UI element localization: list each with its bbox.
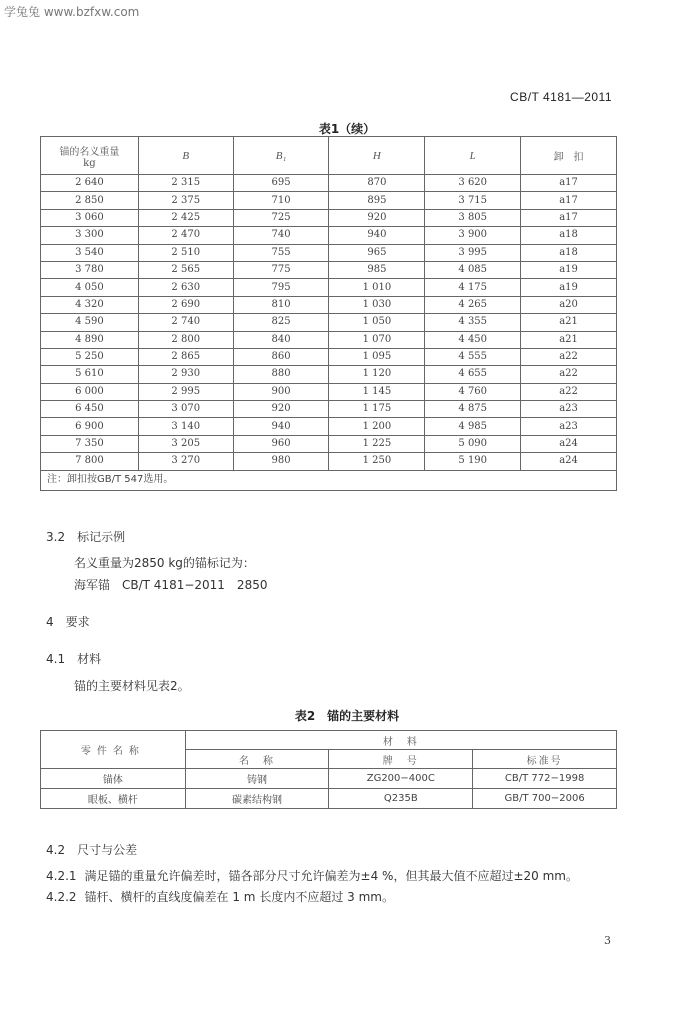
table-cell: 4 320 [41, 296, 139, 313]
section-number: 4.2.2 [46, 890, 77, 904]
table-cell: 960 [233, 435, 329, 452]
table-cell: 1 120 [329, 366, 425, 383]
table-cell: a22 [521, 348, 617, 365]
table2-header-row-1 [41, 731, 617, 750]
section-4-heading [46, 613, 90, 630]
table-cell: 眼板、横杆 [41, 789, 186, 809]
table-row [41, 789, 617, 809]
table-cell: 695 [233, 175, 329, 192]
table-cell: 740 [233, 227, 329, 244]
table-cell: 铸钢 [185, 769, 329, 789]
table-cell: 2 995 [138, 383, 233, 400]
section-number: 3.2 [46, 530, 66, 544]
table-cell: a19 [521, 261, 617, 278]
page-number: 3 [604, 934, 611, 947]
table-row [41, 769, 617, 789]
table-cell: 4 890 [41, 331, 139, 348]
table-cell: 4 555 [425, 348, 521, 365]
table-row [41, 192, 617, 209]
table-row [41, 383, 617, 400]
section-number: 4.2.1 [46, 869, 77, 883]
table2-caption: 表2 锚的主要材料 [294, 709, 400, 723]
table-cell: 2 630 [138, 279, 233, 296]
table-cell: 3 070 [138, 401, 233, 418]
table-cell: 2 850 [41, 192, 139, 209]
table1-note-row [41, 470, 617, 490]
marking-example-line1: 名义重量为2850 kg的锚标记为： [74, 556, 255, 570]
table1-note: 注：卸扣按GB/T 547选用。 [41, 470, 617, 490]
section-text: 满足锚的重量允许偏差时，锚各部分尺寸允许偏差为±4 %，但其最大值不应超过±20 mm。 [84, 869, 578, 883]
table-cell: a19 [521, 279, 617, 296]
anchor-dimensions-table [40, 136, 617, 491]
table-cell: 900 [233, 383, 329, 400]
table-row [41, 314, 617, 331]
table-cell: a23 [521, 401, 617, 418]
table-row [41, 175, 617, 192]
table-cell: 3 995 [425, 244, 521, 261]
table2-body [41, 769, 617, 809]
table-cell: 920 [329, 209, 425, 226]
table-cell: 1 200 [329, 418, 425, 435]
table-cell: 2 375 [138, 192, 233, 209]
table-cell: 6 000 [41, 383, 139, 400]
table-cell: 840 [233, 331, 329, 348]
table-cell: 2 510 [138, 244, 233, 261]
table-cell: 4 985 [425, 418, 521, 435]
table-cell: 2 690 [138, 296, 233, 313]
table-cell: 1 070 [329, 331, 425, 348]
section-text: 锚杆、横杆的直线度偏差在 1 m 长度内不应超过 3 mm。 [84, 890, 394, 904]
table-cell: a22 [521, 383, 617, 400]
watermark-text: 学兔兔 www.bzfxw.com [4, 5, 140, 19]
table1-body [41, 175, 617, 471]
table-cell: 2 740 [138, 314, 233, 331]
table-cell: 3 140 [138, 418, 233, 435]
table-row [41, 453, 617, 470]
table-cell: 880 [233, 366, 329, 383]
table-cell: 3 780 [41, 261, 139, 278]
col-header-shackle: 卸 扣 [521, 137, 617, 175]
table-cell: 2 315 [138, 175, 233, 192]
col-header-weight-label: 锚的名义重量 [59, 146, 120, 158]
table-cell: 4 050 [41, 279, 139, 296]
table-cell: 980 [233, 453, 329, 470]
table-cell: 3 715 [425, 192, 521, 209]
col-header-b1: B₁ [233, 137, 329, 175]
table-cell: Q235B [329, 789, 473, 809]
document-id: CB/T 4181—2011 [510, 90, 612, 104]
table-cell: 碳素结构钢 [185, 789, 329, 809]
table-cell: a20 [521, 296, 617, 313]
table-cell: 1 250 [329, 453, 425, 470]
table-cell: 1 225 [329, 435, 425, 452]
table-cell: 2 470 [138, 227, 233, 244]
table-cell: a17 [521, 192, 617, 209]
table-cell: 6 900 [41, 418, 139, 435]
section-title: 要求 [65, 615, 90, 629]
table-row [41, 227, 617, 244]
table-cell: 2 865 [138, 348, 233, 365]
table-cell: 3 540 [41, 244, 139, 261]
table-cell: 7 350 [41, 435, 139, 452]
materials-paragraph: 锚的主要材料见表2。 [74, 679, 190, 693]
table-cell: 4 655 [425, 366, 521, 383]
table-cell: 940 [233, 418, 329, 435]
table-cell: 3 805 [425, 209, 521, 226]
table-cell: a21 [521, 314, 617, 331]
marking-example-line2: 海军锚 CB/T 4181−2011 2850 [74, 578, 268, 592]
section-title: 尺寸与公差 [77, 843, 138, 857]
table-cell: 3 900 [425, 227, 521, 244]
section-3-2-heading [46, 528, 125, 545]
table-cell: a24 [521, 453, 617, 470]
materials-table [40, 730, 617, 809]
table-cell: 965 [329, 244, 425, 261]
table-cell: 4 085 [425, 261, 521, 278]
table-cell: 3 300 [41, 227, 139, 244]
table-cell: a24 [521, 435, 617, 452]
table-cell: a17 [521, 175, 617, 192]
table-cell: 1 030 [329, 296, 425, 313]
section-title: 标记示例 [77, 530, 126, 544]
table-cell: a17 [521, 209, 617, 226]
section-number: 4 [46, 615, 54, 629]
table-cell: 870 [329, 175, 425, 192]
col-header-grade: 牌 号 [329, 750, 473, 769]
table-cell: 3 060 [41, 209, 139, 226]
table-row [41, 331, 617, 348]
table-cell: 4 590 [41, 314, 139, 331]
table-cell: 940 [329, 227, 425, 244]
table-row [41, 418, 617, 435]
section-4-2-1 [46, 867, 578, 884]
table-cell: 4 175 [425, 279, 521, 296]
table-cell: a23 [521, 418, 617, 435]
table-cell: 825 [233, 314, 329, 331]
col-header-weight-unit: kg [83, 157, 96, 169]
table-cell: 1 050 [329, 314, 425, 331]
section-title: 材料 [77, 652, 102, 666]
table-row [41, 401, 617, 418]
table-cell: 2 640 [41, 175, 139, 192]
table-cell: 4 760 [425, 383, 521, 400]
table-cell: ZG200−400C [329, 769, 473, 789]
col-header-part-name: 零件名称 [41, 731, 186, 769]
table-row [41, 279, 617, 296]
table-cell: 755 [233, 244, 329, 261]
table-cell: a22 [521, 366, 617, 383]
table-cell: 1 175 [329, 401, 425, 418]
section-4-2-2 [46, 888, 394, 905]
col-header-material: 材 料 [185, 731, 616, 750]
table-cell: 2 800 [138, 331, 233, 348]
table-row [41, 244, 617, 261]
table-cell: 4 450 [425, 331, 521, 348]
table-cell: 710 [233, 192, 329, 209]
table1-header-row [41, 137, 617, 175]
table-row [41, 366, 617, 383]
table-cell: 3 620 [425, 175, 521, 192]
table-cell: 5 090 [425, 435, 521, 452]
table-row [41, 348, 617, 365]
table-cell: GB/T 700−2006 [473, 789, 617, 809]
table-cell: 4 875 [425, 401, 521, 418]
table-cell: 775 [233, 261, 329, 278]
col-header-standard: 标准号 [473, 750, 617, 769]
table-cell: 7 800 [41, 453, 139, 470]
table-cell: 1 010 [329, 279, 425, 296]
table-cell: 985 [329, 261, 425, 278]
section-number: 4.1 [46, 652, 66, 666]
table-cell: 2 565 [138, 261, 233, 278]
table-cell: 810 [233, 296, 329, 313]
table-cell: 860 [233, 348, 329, 365]
section-4-2-heading [46, 841, 137, 858]
table-cell: 920 [233, 401, 329, 418]
table-cell: 3 205 [138, 435, 233, 452]
table-cell: CB/T 772−1998 [473, 769, 617, 789]
table-cell: 1 095 [329, 348, 425, 365]
table-cell: a18 [521, 227, 617, 244]
table-cell: 3 270 [138, 453, 233, 470]
section-4-1-heading [46, 650, 101, 667]
table-cell: 锚体 [41, 769, 186, 789]
table-cell: a18 [521, 244, 617, 261]
table-row [41, 261, 617, 278]
table-cell: 6 450 [41, 401, 139, 418]
table-cell: 1 145 [329, 383, 425, 400]
table-row [41, 296, 617, 313]
table-cell: 2 930 [138, 366, 233, 383]
col-header-l: L [425, 137, 521, 175]
table-cell: 5 250 [41, 348, 139, 365]
section-number: 4.2 [46, 843, 66, 857]
col-header-material-name: 名 称 [185, 750, 329, 769]
table1-caption: 表1（续） [318, 122, 376, 136]
table-cell: 4 355 [425, 314, 521, 331]
table-cell: 2 425 [138, 209, 233, 226]
col-header-h: H [329, 137, 425, 175]
col-header-b: B [138, 137, 233, 175]
table-cell: 5 610 [41, 366, 139, 383]
table-cell: a21 [521, 331, 617, 348]
table-cell: 725 [233, 209, 329, 226]
table-row [41, 209, 617, 226]
table-row [41, 435, 617, 452]
table-cell: 795 [233, 279, 329, 296]
table-cell: 895 [329, 192, 425, 209]
table-cell: 5 190 [425, 453, 521, 470]
col-header-weight [41, 137, 139, 175]
table-cell: 4 265 [425, 296, 521, 313]
